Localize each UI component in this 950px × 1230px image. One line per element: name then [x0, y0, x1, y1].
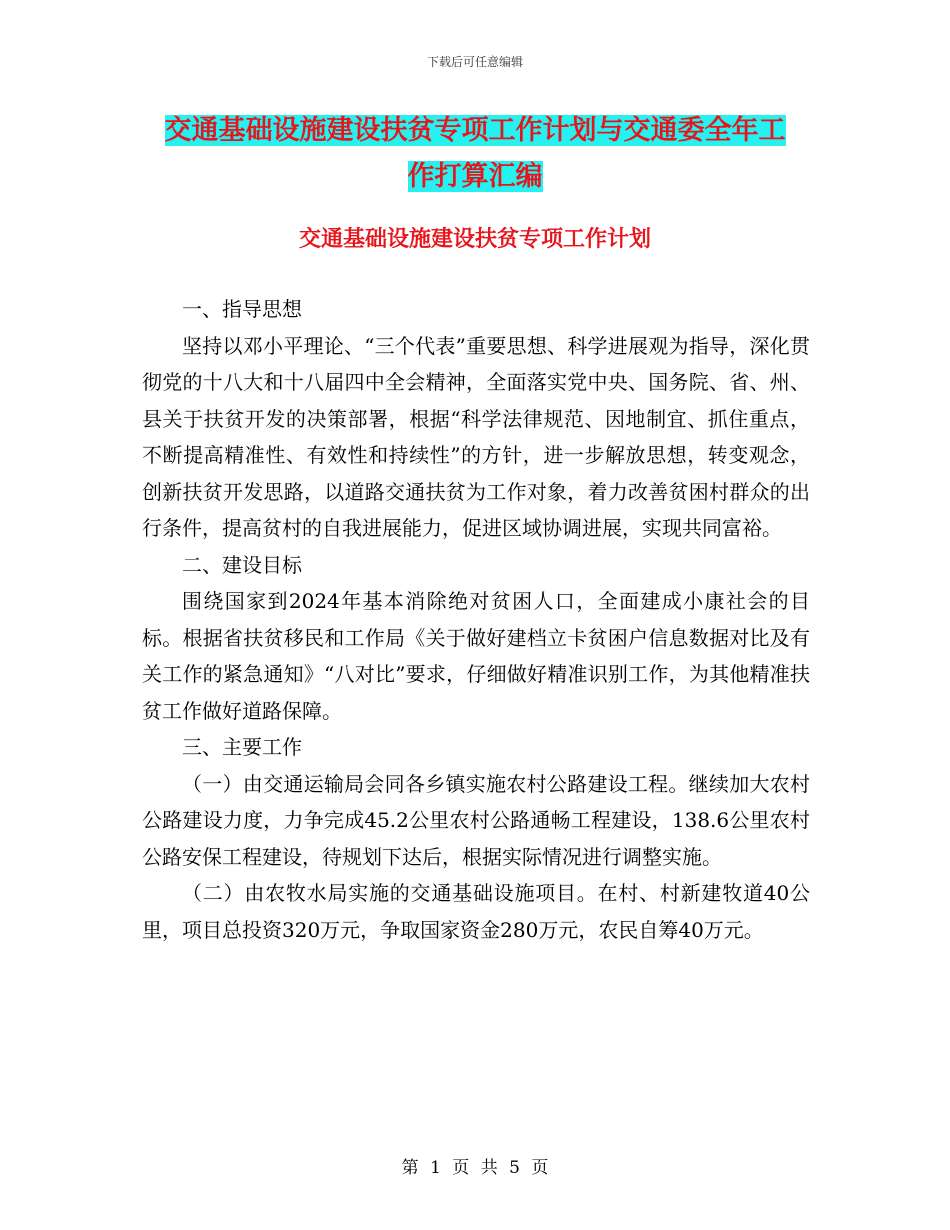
- document-title-line-2: 作打算汇编: [407, 161, 543, 192]
- heading-guiding-ideology: 一、指导思想: [182, 297, 302, 321]
- document-title: [140, 108, 810, 200]
- paragraph-main-work-2: （二）由农牧水局实施的交通基础设施项目。在村、村新建牧道40公里，项目总投资320万元，争取国家资金280万元，农民自筹40万元。: [142, 881, 810, 942]
- page-header: 下载后可任意编辑: [426, 55, 523, 69]
- heading-construction-goals: 二、建设目标: [182, 552, 302, 577]
- document-body: [142, 291, 810, 948]
- paragraph-construction-goals: 围绕国家到2024年基本消除绝对贫困人口，全面建成小康社会的目标。根据省扶贫移民和工作局《关于做好建档立卡贫困户信息数据对比及有关工作的紧急通知》“八对比”要求，仔细做好精准识别工作，为其他精准扶贫工作做好道路保障。: [142, 589, 810, 723]
- section-title: 交通基础设施建设扶贫专项工作计划: [298, 226, 651, 252]
- page-number-footer: 第 1 页 共 5 页: [401, 1158, 549, 1178]
- paragraph-guiding-ideology: 坚持以邓小平理论、“三个代表”重要思想、科学进展观为指导，深化贯彻党的十八大和十八届四中全会精神，全面落实党中央、国务院、省、州、县关于扶贫开发的决策部署，根据“科学法律规范、因地制宜、抓住重点，不断提高精准性、有效性和持续性”的方针，进一步解放思想，转变观念，创新扶贫开发思路，以道路交通扶贫为工作对象，着力改善贫困村群众的出行条件，提高贫村的自我进展能力，促进区域协调进展，实现共同富裕。: [142, 333, 810, 540]
- paragraph-main-work-1: （一）由交通运输局会同各乡镇实施农村公路建设工程。继续加大农村公路建设力度，力争完成45.2公里农村公路通畅工程建设，138.6公里农村公路安保工程建设，待规划下达后，根据实际情况进行调整实施。: [142, 771, 810, 869]
- document-title-line-1: 交通基础设施建设扶贫专项工作计划与交通委全年工: [164, 115, 786, 146]
- heading-main-work: 三、主要工作: [182, 735, 302, 759]
